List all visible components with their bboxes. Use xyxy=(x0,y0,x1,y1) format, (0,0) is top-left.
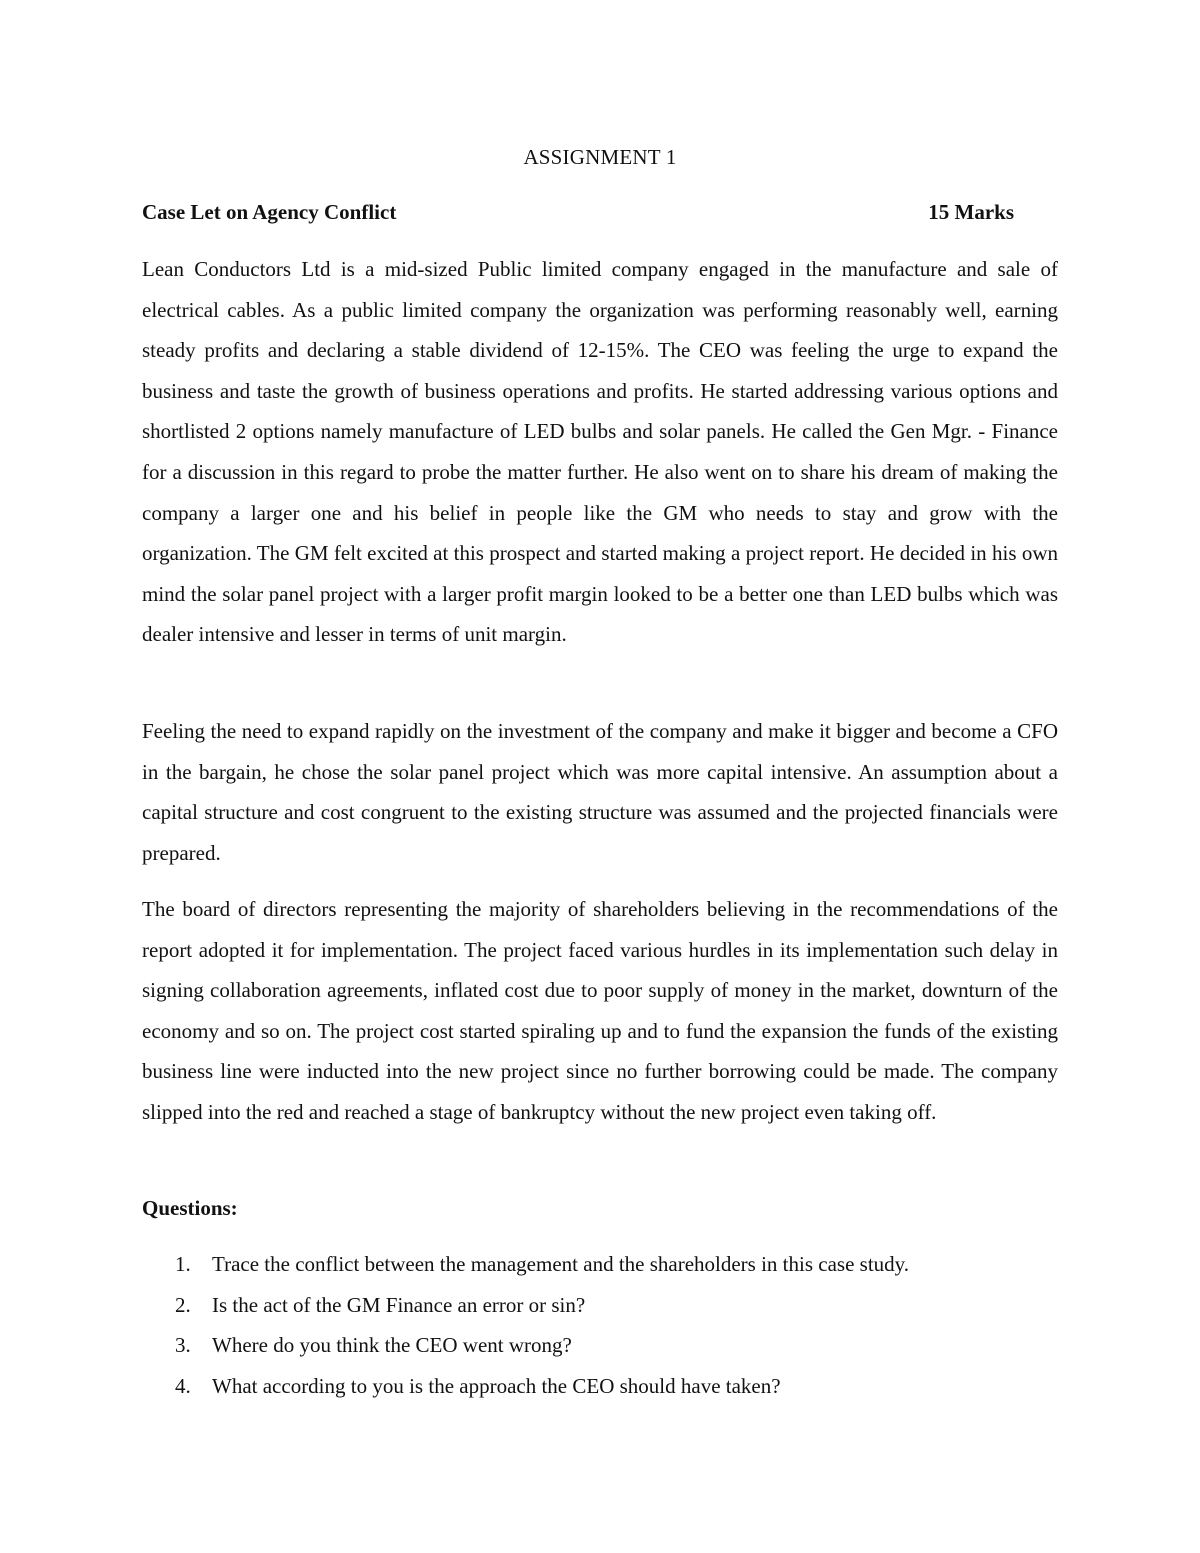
case-heading-marks: 15 Marks xyxy=(928,200,1014,224)
question-number: 4. xyxy=(175,1373,191,1398)
question-number: 2. xyxy=(175,1292,191,1317)
question-text: What according to you is the approach the CEO should have taken? xyxy=(212,1373,781,1398)
question-text: Where do you think the CEO went wrong? xyxy=(212,1333,572,1357)
case-heading-label: Case Let on Agency Conflict xyxy=(142,200,397,224)
question-item xyxy=(142,1244,1058,1285)
question-item xyxy=(142,1366,1058,1407)
question-item xyxy=(142,1285,1058,1326)
question-number: 1. xyxy=(175,1252,191,1276)
questions-list xyxy=(142,1244,1058,1406)
question-text: Trace the conflict between the management and the shareholders in this case study. xyxy=(212,1252,910,1276)
case-paragraph-3: The board of directors representing the majority of shareholders believing in the recommendations of the report adopted it for implementation. The project faced various hurdles in its implementation such delay in signing collaboration agreements, inflated cost due to poor supply of money in the market, downturn of the economy and so on. The project cost started spiraling up and to fund the expansion the funds of the existing business line were inducted into the new project since no further borrowing could be made. The company slipped into the red and reached a stage of bankruptcy without the new project even taking off. xyxy=(142,897,1058,1124)
question-text: Is the act of the GM Finance an error or sin? xyxy=(212,1292,586,1317)
assignment-title: ASSIGNMENT 1 xyxy=(523,145,677,169)
question-number: 3. xyxy=(175,1333,191,1357)
questions-heading: Questions: xyxy=(142,1196,238,1220)
case-heading-row xyxy=(142,198,1014,226)
case-paragraph-2: Feeling the need to expand rapidly on the investment of the company and make it bigger and become a CFO in the bargain, he chose the solar panel project which was more capital intensive. An assumption about a capital structure and cost congruent to the existing structure was assumed and the projected financials were prepared. xyxy=(142,719,1058,865)
question-item xyxy=(142,1325,1058,1366)
case-paragraph-1: Lean Conductors Ltd is a mid-sized Public limited company engaged in the manufacture and sale of electrical cables. As a public limited company the organization was performing reasonably well, earning steady profits and declaring a stable dividend of 12-15%. The CEO was feeling the urge to expand the business and taste the growth of business operations and profits. He started addressing various options and shortlisted 2 options namely manufacture of LED bulbs and solar panels. He called the Gen Mgr. - Finance for a discussion in this regard to probe the matter further. He also went on to share his dream of making the company a larger one and his belief in people like the GM who needs to stay and grow with the organization. The GM felt excited at this prospect and started making a project report. He decided in his own mind the solar panel project with a larger profit margin looked to be a better one than LED bulbs which was dealer intensive and lesser in terms of unit margin. xyxy=(142,257,1058,647)
